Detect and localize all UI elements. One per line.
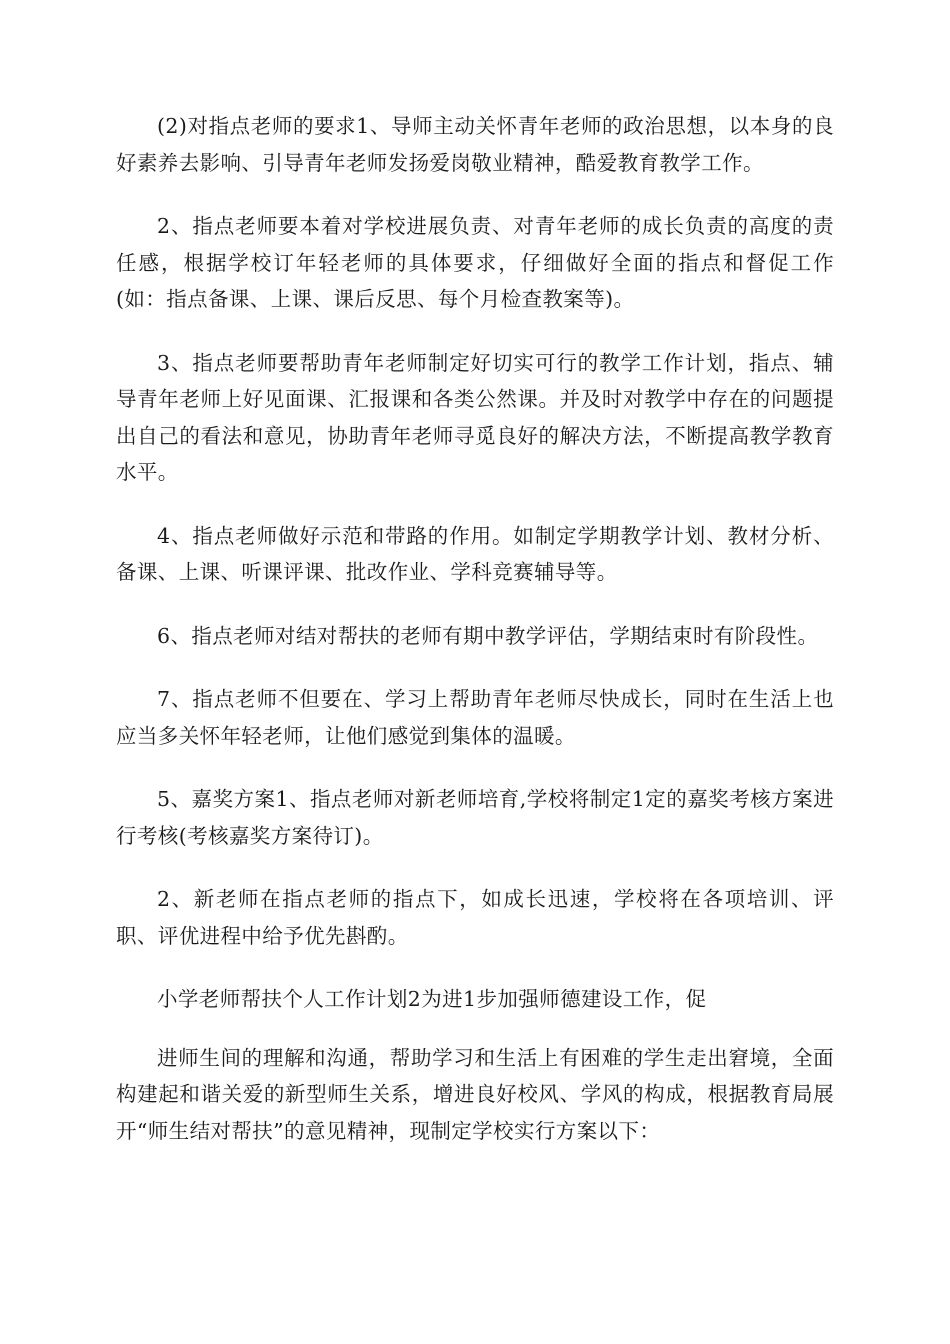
paragraph-item-6: 6、指点老师对结对帮扶的老师有期中教学评估，学期结束时有阶段性。: [157, 623, 819, 648]
paragraph-item-2: 2、指点老师要本着对学校进展负责、对青年老师的成长负责的高度的责任感，根据学校订年轻老师的具体要求，仔细做好全面的指点和督促工作(如：指点备课、上课、课后反思、每个月检查教案等)。: [116, 214, 834, 311]
paragraph-reward-plan: 5、嘉奖方案1、指点老师对新老师培育,学校将制定1定的嘉奖考核方案进行考核(考核嘉奖方案待订)。: [116, 787, 834, 848]
document-body: [116, 108, 834, 1176]
paragraph-plan-2-body: 进师生间的理解和沟通，帮助学习和生活上有困难的学生走出窘境，全面构建起和谐关爱的新型师生关系，增进良好校风、学风的构成，根据教育局展开“师生结对帮扶”的意见精神，现制定学校实行方案以下：: [116, 1045, 834, 1143]
paragraph-reward-item-2: 2、新老师在指点老师的指点下，如成长迅速，学校将在各项培训、评职、评优进程中给予优先斟酌。: [116, 887, 834, 948]
paragraph-item-4: 4、指点老师做好示范和带路的作用。如制定学期教学计划、教材分析、备课、上课、听课评课、批改作业、学科竞赛辅导等。: [116, 523, 834, 584]
paragraph-item-3: 3、指点老师要帮助青年老师制定好切实可行的教学工作计划，指点、辅导青年老师上好见面课、汇报课和各类公然课。并及时对教学中存在的问题提出自己的看法和意见，协助青年老师寻觅良好的解决方法，不断提高教学教育水平。: [116, 350, 834, 484]
paragraph-item-7: 7、指点老师不但要在、学习上帮助青年老师尽快成长，同时在生活上也应当多关怀年轻老师，让他们感觉到集体的温暖。: [116, 687, 834, 748]
paragraph-mentor-requirements: (2)对指点老师的要求1、导师主动关怀青年老师的政治思想，以本身的良好素养去影响、引导青年老师发扬爱岗敬业精神，酷爱教育教学工作。: [116, 114, 834, 175]
paragraph-plan-2-heading: 小学老师帮扶个人工作计划2为进1步加强师德建设工作，促: [157, 987, 707, 1011]
